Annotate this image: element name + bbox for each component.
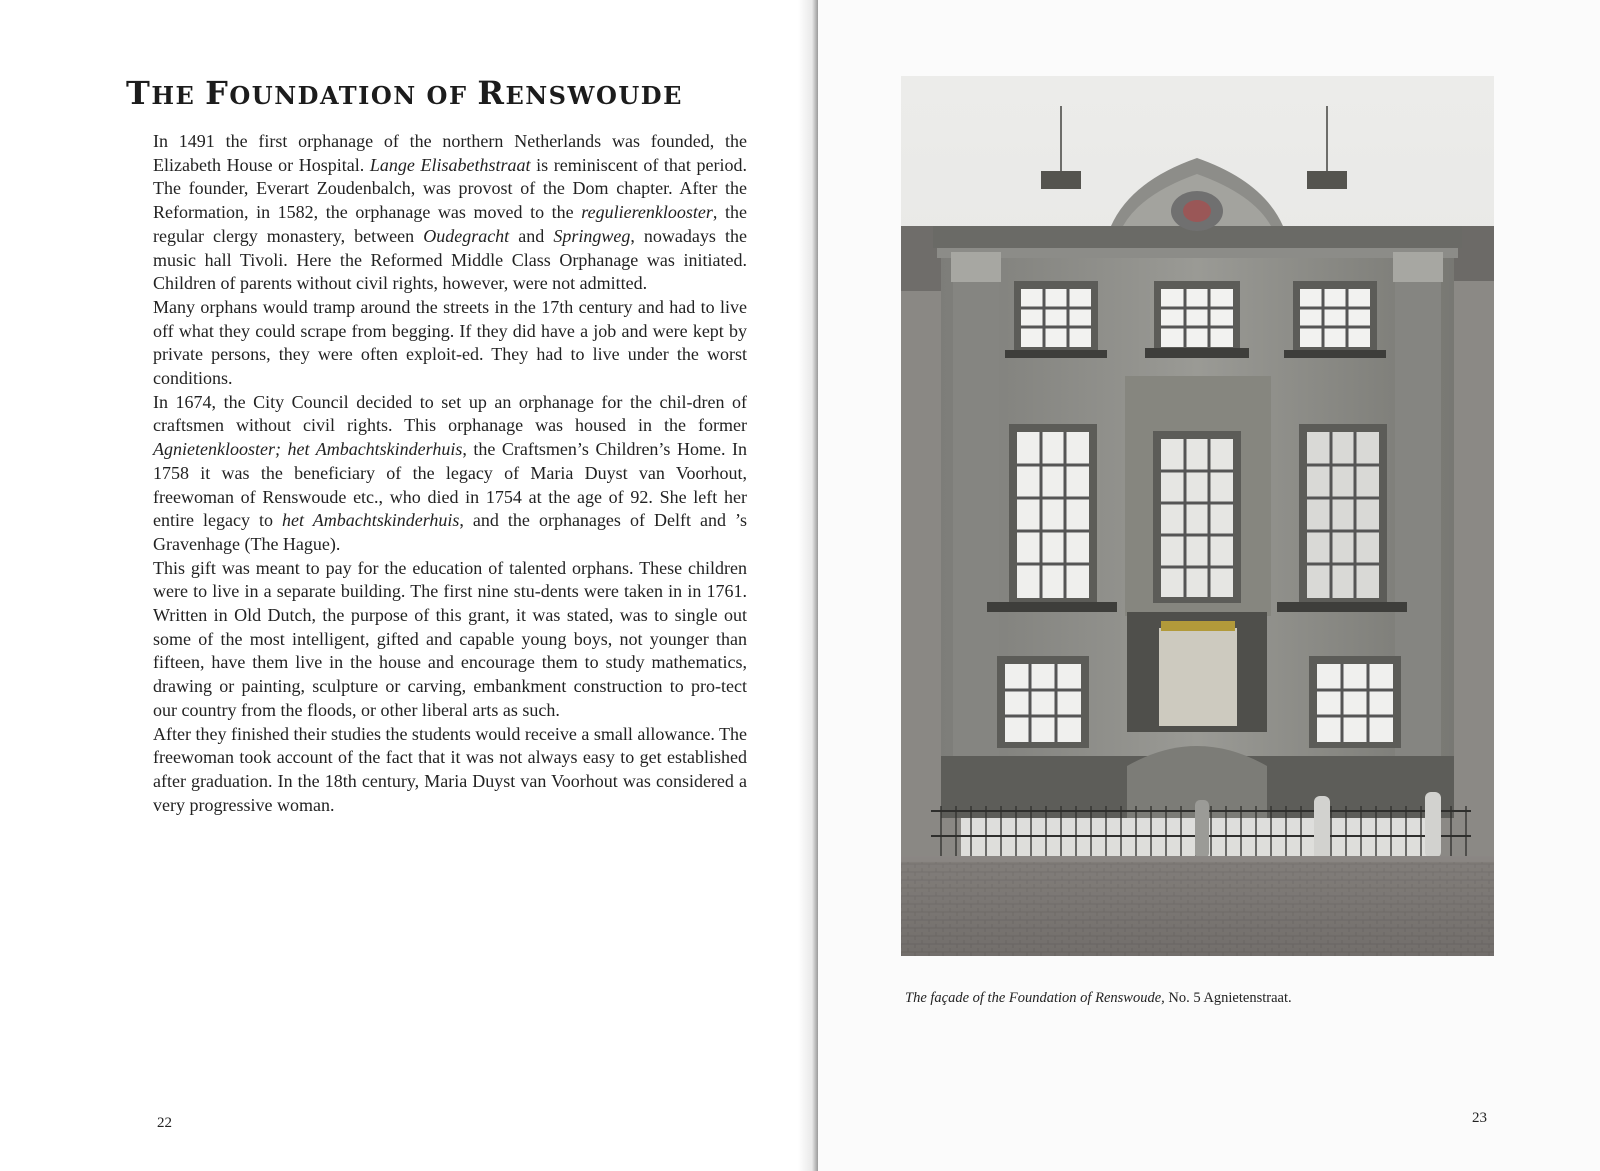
heading-part-3: ENSWOUDE bbox=[505, 81, 683, 110]
body-paragraph-4 bbox=[153, 557, 747, 723]
body-paragraph-5 bbox=[153, 723, 747, 818]
italic-term: regulierenklooster bbox=[581, 202, 713, 223]
italic-term: Agnietenklooster; het Ambachtskinderhuis bbox=[153, 439, 463, 460]
text-run: This gift was meant to pay for the education of talented orphans. These children were to live in a separate building. The first nine stu-dents were taken in in 1761. Written in Old Dutch, the purpose of this grant, it was stated, was to single out some of the most intelligent, gifted and capable young boys, not younger than fifteen, have them live in the house and encourage them to study mathematics, drawing or painting, sculpture or carving, embankment construction to pro-tect our country from the floods, or other liberal arts as such. bbox=[153, 557, 747, 720]
text-run: In 1491 the first orphanage of the northern Netherlands was founded, the Elizabeth House or Hospital. bbox=[153, 131, 747, 175]
chapter-heading bbox=[126, 74, 683, 112]
upper-windows bbox=[1005, 281, 1386, 358]
middle-windows bbox=[987, 424, 1407, 612]
caption-plain: No. 5 Agnietenstraat. bbox=[1164, 990, 1292, 1006]
heading-initial-2: F bbox=[205, 74, 230, 112]
caption-italic: The façade of the Foundation of Renswoude, bbox=[905, 990, 1165, 1006]
photo-caption bbox=[905, 990, 1292, 1007]
italic-term: Oudegracht bbox=[423, 225, 510, 246]
text-run: , the regular clergy monastery, between bbox=[153, 202, 747, 246]
italic-term: Lange Elisabethstraat bbox=[369, 154, 531, 175]
text-run: After they finished their studies the students would receive a small allowance. The freewoman took account of the fact that it was not always easy to get established after graduation. In the 18th century, Maria Duyst van Voorhout was considered a very progressive woman. bbox=[153, 723, 747, 815]
body-paragraph-1 bbox=[153, 130, 747, 296]
text-run: is reminiscent of that period. The founder, Everart Zoudenbalch, was provost of the Dom chapter. After the Reformation, in 1582, the orphanage was moved to the bbox=[153, 154, 748, 223]
text-run: , nowadays the music hall Tivoli. Here the Reformed Middle Class Orphanage was initiated. Children of parents without civil rights, however, were not admitted. bbox=[153, 225, 747, 294]
body-paragraph-3 bbox=[153, 391, 747, 557]
heading-initial-1: T bbox=[126, 74, 152, 112]
page-number-right: 23 bbox=[1472, 1110, 1487, 1126]
text-run: , and the orphanages of Delft and ’s Gravenhage (The Hague). bbox=[153, 510, 747, 554]
facade-illustration bbox=[901, 76, 1494, 956]
page-number-left: 22 bbox=[157, 1115, 172, 1131]
italic-term: het Ambachtskinderhuis bbox=[282, 510, 460, 531]
building-facade-photo bbox=[901, 76, 1494, 956]
body-paragraph-2 bbox=[153, 296, 747, 391]
text-run: In 1674, the City Council decided to set up an orphanage for the chil-dren of craftsmen without civil rights. This orphanage was housed in the former bbox=[153, 391, 747, 436]
text-run: and bbox=[509, 225, 554, 246]
heading-initial-3: R bbox=[477, 74, 506, 112]
heading-part-1: HE bbox=[151, 81, 206, 110]
italic-term: Springweg bbox=[553, 225, 631, 246]
text-run: Many orphans would tramp around the streets in the 17th century and had to live off what they could scrape from begging. If they did have a job and were kept by private persons, they were often exploit-ed. They had to live under the worst conditions. bbox=[153, 296, 747, 389]
heading-part-2: OUNDATION OF bbox=[229, 81, 478, 110]
body-text bbox=[153, 130, 747, 817]
text-run: , the Craftsmen’s Children’s Home. In 1758 it was the beneficiary of the legacy of Maria Duyst van Voorhout, freewoman of Renswoude etc., who died in 1754 at the age of 92. She left her entire legacy to bbox=[153, 439, 747, 531]
